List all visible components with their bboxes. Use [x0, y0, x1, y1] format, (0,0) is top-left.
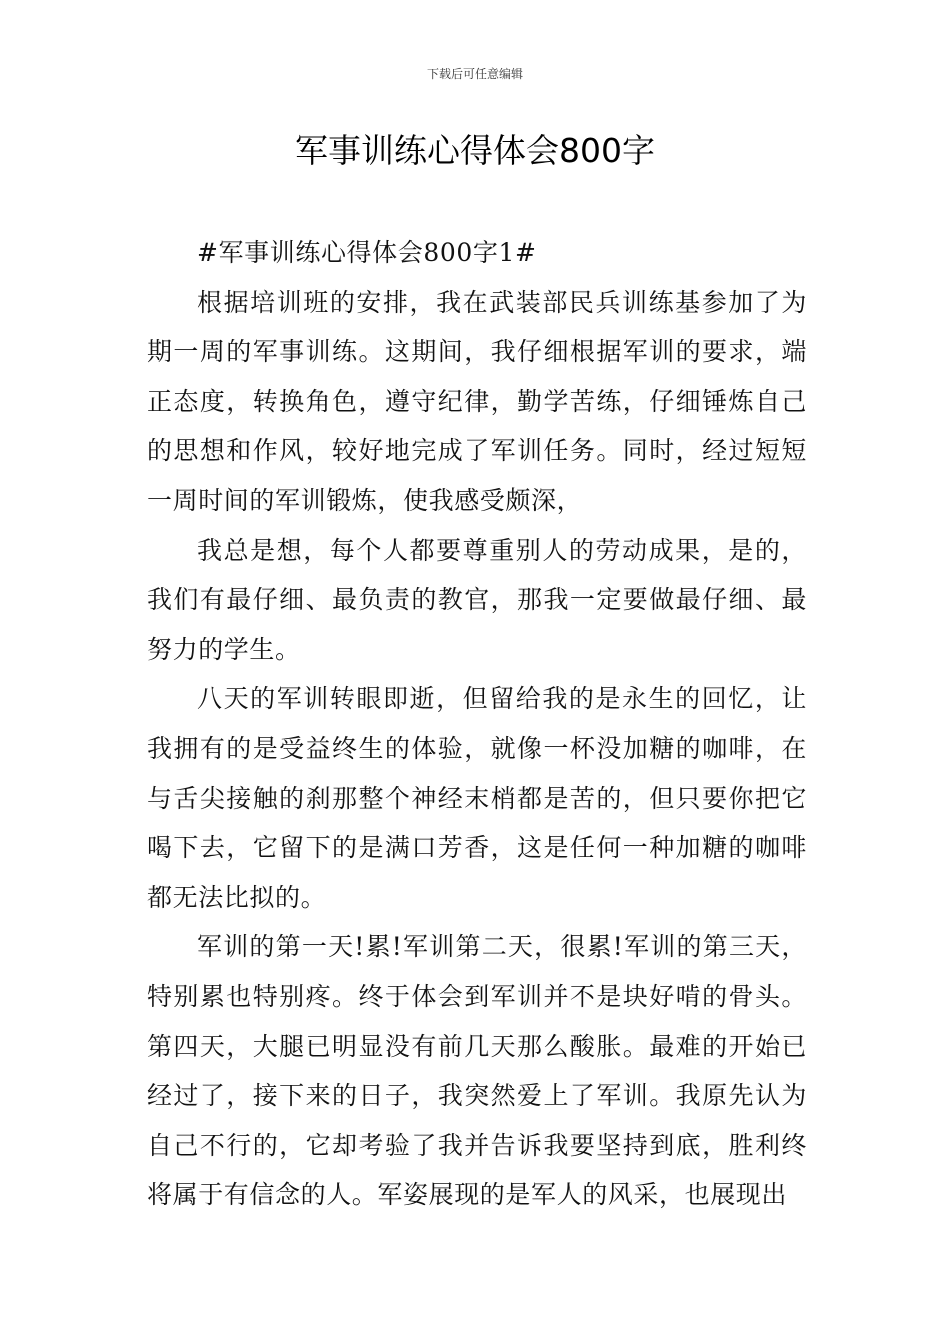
- section-heading: #军事训练心得体会800字1#: [197, 238, 537, 267]
- paragraph: 军训的第一天!累!军训第二天，很累!军训的第三天，特别累也特别疼。终于体会到军训并不是块好啃的骨头。第四天，大腿已明显没有前几天那么酸胀。最难的开始已经过了，接下来的日子，我突然爱上了军训。我原先认为自己不行的，它却考验了我并告诉我要坚持到底，胜利终将属于有信念的人。军姿展现的是军人的风采，也展现出: [147, 932, 807, 1210]
- paragraph: 我总是想，每个人都要尊重别人的劳动成果，是的，我们有最仔细、最负责的教官，那我一定要做最仔细、最努力的学生。: [147, 535, 807, 664]
- paragraph: 八天的军训转眼即逝，但留给我的是永生的回忆，让我拥有的是受益终生的体验，就像一杯没加糖的咖啡，在与舌尖接触的刹那整个神经末梢都是苦的，但只要你把它喝下去，它留下的是满口芳香，这是任何一种加糖的咖啡都无法比拟的。: [147, 684, 807, 912]
- document-body: [147, 228, 807, 1220]
- document-title: 军事训练心得体会800字: [295, 131, 655, 170]
- paragraph: 根据培训班的安排，我在武装部民兵训练基参加了为期一周的军事训练。这期间，我仔细根据军训的要求，端正态度，转换角色，遵守纪律，勤学苦练，仔细锤炼自己的思想和作风，较好地完成了军训任务。同时，经过短短一周时间的军训锻炼，使我感受颇深，: [147, 287, 807, 515]
- header-note: 下载后可任意编辑: [426, 67, 523, 81]
